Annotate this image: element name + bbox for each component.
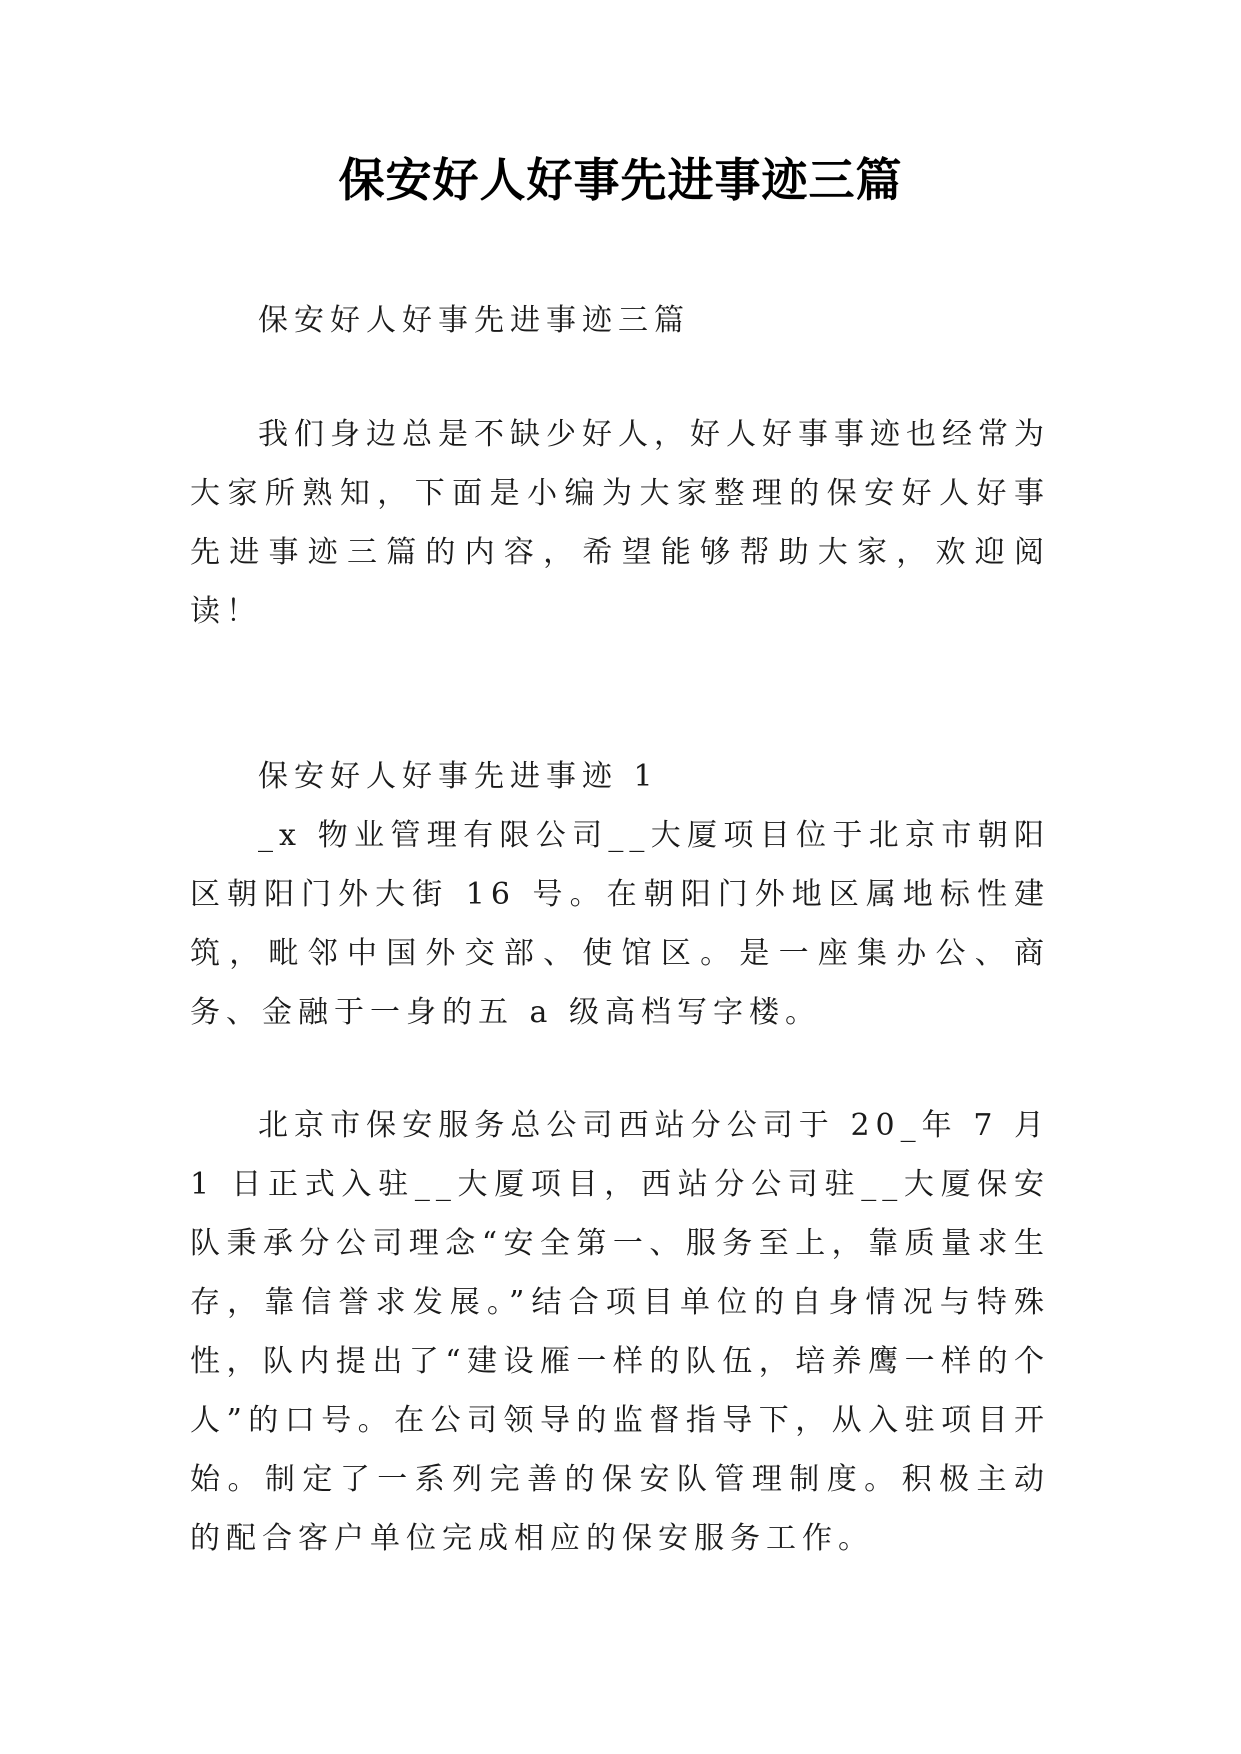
document-subtitle: 保安好人好事先进事迹三篇 <box>258 303 690 338</box>
body-paragraph: _x 物业管理有限公司__大厦项目位于北京市朝阳区朝阳门外大街 16 号。在朝阳门外地区属地标性建筑，毗邻中国外交部、使馆区。是一座集办公、商务、金融于一身的五 a 级高档写字楼。 <box>190 818 1050 1030</box>
document-title: 保安好人好事先进事迹三篇 <box>338 153 903 207</box>
body-paragraph: 北京市保安服务总公司西站分公司于 20_年 7 月 1 日正式入驻__大厦项目，西站分公司驻__大厦保安队秉承分公司理念“安全第一、服务至上，靠质量求生存，靠信誉求发展。”结合项目单位的自身情况与特殊性，队内提出了“建设雁一样的队伍，培养鹰一样的个人”的口号。在公司领导的监督指导下，从入驻项目开始。制定了一系列完善的保安队管理制度。积极主动的配合客户单位完成相应的保安服务工作。 <box>190 1108 1050 1556</box>
section-heading: 保安好人好事先进事迹 1 <box>258 759 659 794</box>
intro-paragraph: 我们身边总是不缺少好人，好人好事事迹也经常为大家所熟知，下面是小编为大家整理的保安好人好事先进事迹三篇的内容，希望能够帮助大家，欢迎阅读！ <box>190 417 1050 629</box>
